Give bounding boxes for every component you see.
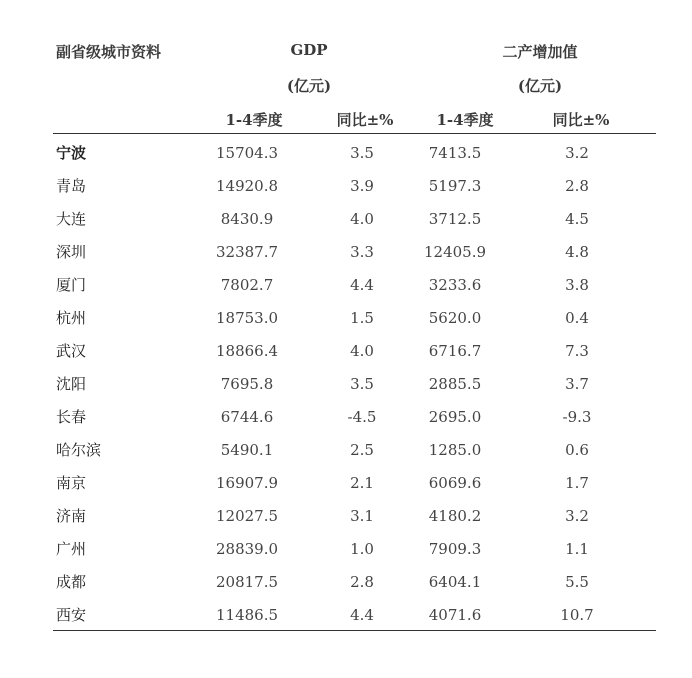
table-row (0, 137, 692, 170)
table-row (0, 302, 692, 335)
city-name: 大连 (56, 210, 87, 228)
secondary-yoy-value: 0.6 (565, 441, 589, 459)
gdp-yoy-value: 4.0 (350, 210, 374, 228)
table-row (0, 203, 692, 236)
table-row (0, 533, 692, 566)
gdp-yoy-value: 3.3 (350, 243, 374, 261)
secondary-value: 4071.6 (428, 606, 482, 624)
city-name: 厦门 (56, 276, 87, 294)
secondary-yoy-value: 1.7 (565, 474, 589, 492)
gdp-value: 14920.8 (215, 177, 279, 195)
gdp-yoy-value: 3.9 (350, 177, 374, 195)
secondary-yoy-value: 4.5 (565, 210, 589, 228)
secondary-value: 6404.1 (428, 573, 482, 591)
secondary-value: 7413.5 (428, 144, 482, 162)
gdp-yoy-value: 2.1 (350, 474, 374, 492)
secondary-value: 5197.3 (428, 177, 482, 195)
table-row (0, 170, 692, 203)
city-name: 南京 (56, 474, 87, 492)
table-row (0, 269, 692, 302)
secondary-yoy-value: 2.8 (565, 177, 589, 195)
gdp-value: 5490.1 (220, 441, 274, 459)
city-name: 哈尔滨 (56, 441, 102, 459)
secondary-yoy-header: 同比±% (552, 111, 610, 129)
gdp-value: 6744.6 (220, 408, 274, 426)
gdp-value: 8430.9 (220, 210, 274, 228)
city-name: 武汉 (56, 342, 87, 360)
gdp-value: 7695.8 (220, 375, 274, 393)
city-name: 西安 (56, 606, 87, 624)
table-row (0, 434, 692, 467)
city-name: 杭州 (56, 309, 87, 327)
table-row (0, 467, 692, 500)
gdp-yoy-value: 4.0 (350, 342, 374, 360)
gdp-value: 32387.7 (215, 243, 279, 261)
header-divider (53, 133, 656, 134)
city-name: 青岛 (56, 177, 87, 195)
city-column-header: 副省级城市资料 (56, 43, 162, 61)
secondary-yoy-value: 1.1 (565, 540, 589, 558)
gdp-yoy-value: 2.8 (350, 573, 374, 591)
secondary-yoy-value: 10.7 (560, 606, 594, 624)
secondary-value: 3233.6 (428, 276, 482, 294)
table-row (0, 401, 692, 434)
city-name: 长春 (56, 408, 87, 426)
secondary-value: 4180.2 (428, 507, 482, 525)
secondary-yoy-value: 0.4 (565, 309, 589, 327)
gdp-value: 15704.3 (215, 144, 279, 162)
gdp-value: 16907.9 (215, 474, 279, 492)
gdp-unit: (亿元) (286, 77, 332, 95)
gdp-value: 18753.0 (215, 309, 279, 327)
secondary-yoy-value: 7.3 (565, 342, 589, 360)
secondary-value: 1285.0 (428, 441, 482, 459)
secondary-value: 6069.6 (428, 474, 482, 492)
secondary-yoy-value: 3.2 (565, 144, 589, 162)
secondary-value: 12405.9 (423, 243, 487, 261)
secondary-yoy-value: 3.8 (565, 276, 589, 294)
gdp-yoy-header: 同比±% (336, 111, 394, 129)
secondary-yoy-value: 3.7 (565, 375, 589, 393)
table-bottom-rule (53, 630, 656, 631)
secondary-industry-header: 二产增加值 (502, 43, 578, 61)
table-row (0, 335, 692, 368)
secondary-value: 2695.0 (428, 408, 482, 426)
city-name: 沈阳 (56, 375, 87, 393)
gdp-yoy-value: -4.5 (347, 408, 377, 426)
gdp-header: GDP (290, 41, 328, 59)
gdp-yoy-value: 3.5 (350, 144, 374, 162)
gdp-value: 11486.5 (215, 606, 279, 624)
secondary-industry-unit: (亿元) (517, 77, 563, 95)
gdp-value: 20817.5 (215, 573, 279, 591)
secondary-period-header: 1-4季度 (436, 111, 494, 129)
table-row (0, 599, 692, 632)
secondary-value: 6716.7 (428, 342, 482, 360)
gdp-yoy-value: 2.5 (350, 441, 374, 459)
gdp-yoy-value: 3.1 (350, 507, 374, 525)
secondary-value: 3712.5 (428, 210, 482, 228)
gdp-yoy-value: 4.4 (350, 276, 374, 294)
gdp-yoy-value: 1.5 (350, 309, 374, 327)
gdp-yoy-value: 3.5 (350, 375, 374, 393)
gdp-value: 12027.5 (215, 507, 279, 525)
secondary-value: 2885.5 (428, 375, 482, 393)
table-row (0, 236, 692, 269)
city-name: 广州 (56, 540, 87, 558)
gdp-value: 28839.0 (215, 540, 279, 558)
gdp-value: 18866.4 (215, 342, 279, 360)
gdp-period-header: 1-4季度 (225, 111, 283, 129)
gdp-value: 7802.7 (220, 276, 274, 294)
table-row (0, 368, 692, 401)
secondary-yoy-value: -9.3 (562, 408, 592, 426)
city-name: 成都 (56, 573, 87, 591)
secondary-yoy-value: 4.8 (565, 243, 589, 261)
secondary-yoy-value: 5.5 (565, 573, 589, 591)
table-row (0, 500, 692, 533)
secondary-value: 7909.3 (428, 540, 482, 558)
secondary-yoy-value: 3.2 (565, 507, 589, 525)
city-name: 深圳 (56, 243, 87, 261)
city-name: 宁波 (56, 144, 87, 162)
secondary-value: 5620.0 (428, 309, 482, 327)
table-row (0, 566, 692, 599)
gdp-yoy-value: 4.4 (350, 606, 374, 624)
city-name: 济南 (56, 507, 87, 525)
gdp-yoy-value: 1.0 (350, 540, 374, 558)
